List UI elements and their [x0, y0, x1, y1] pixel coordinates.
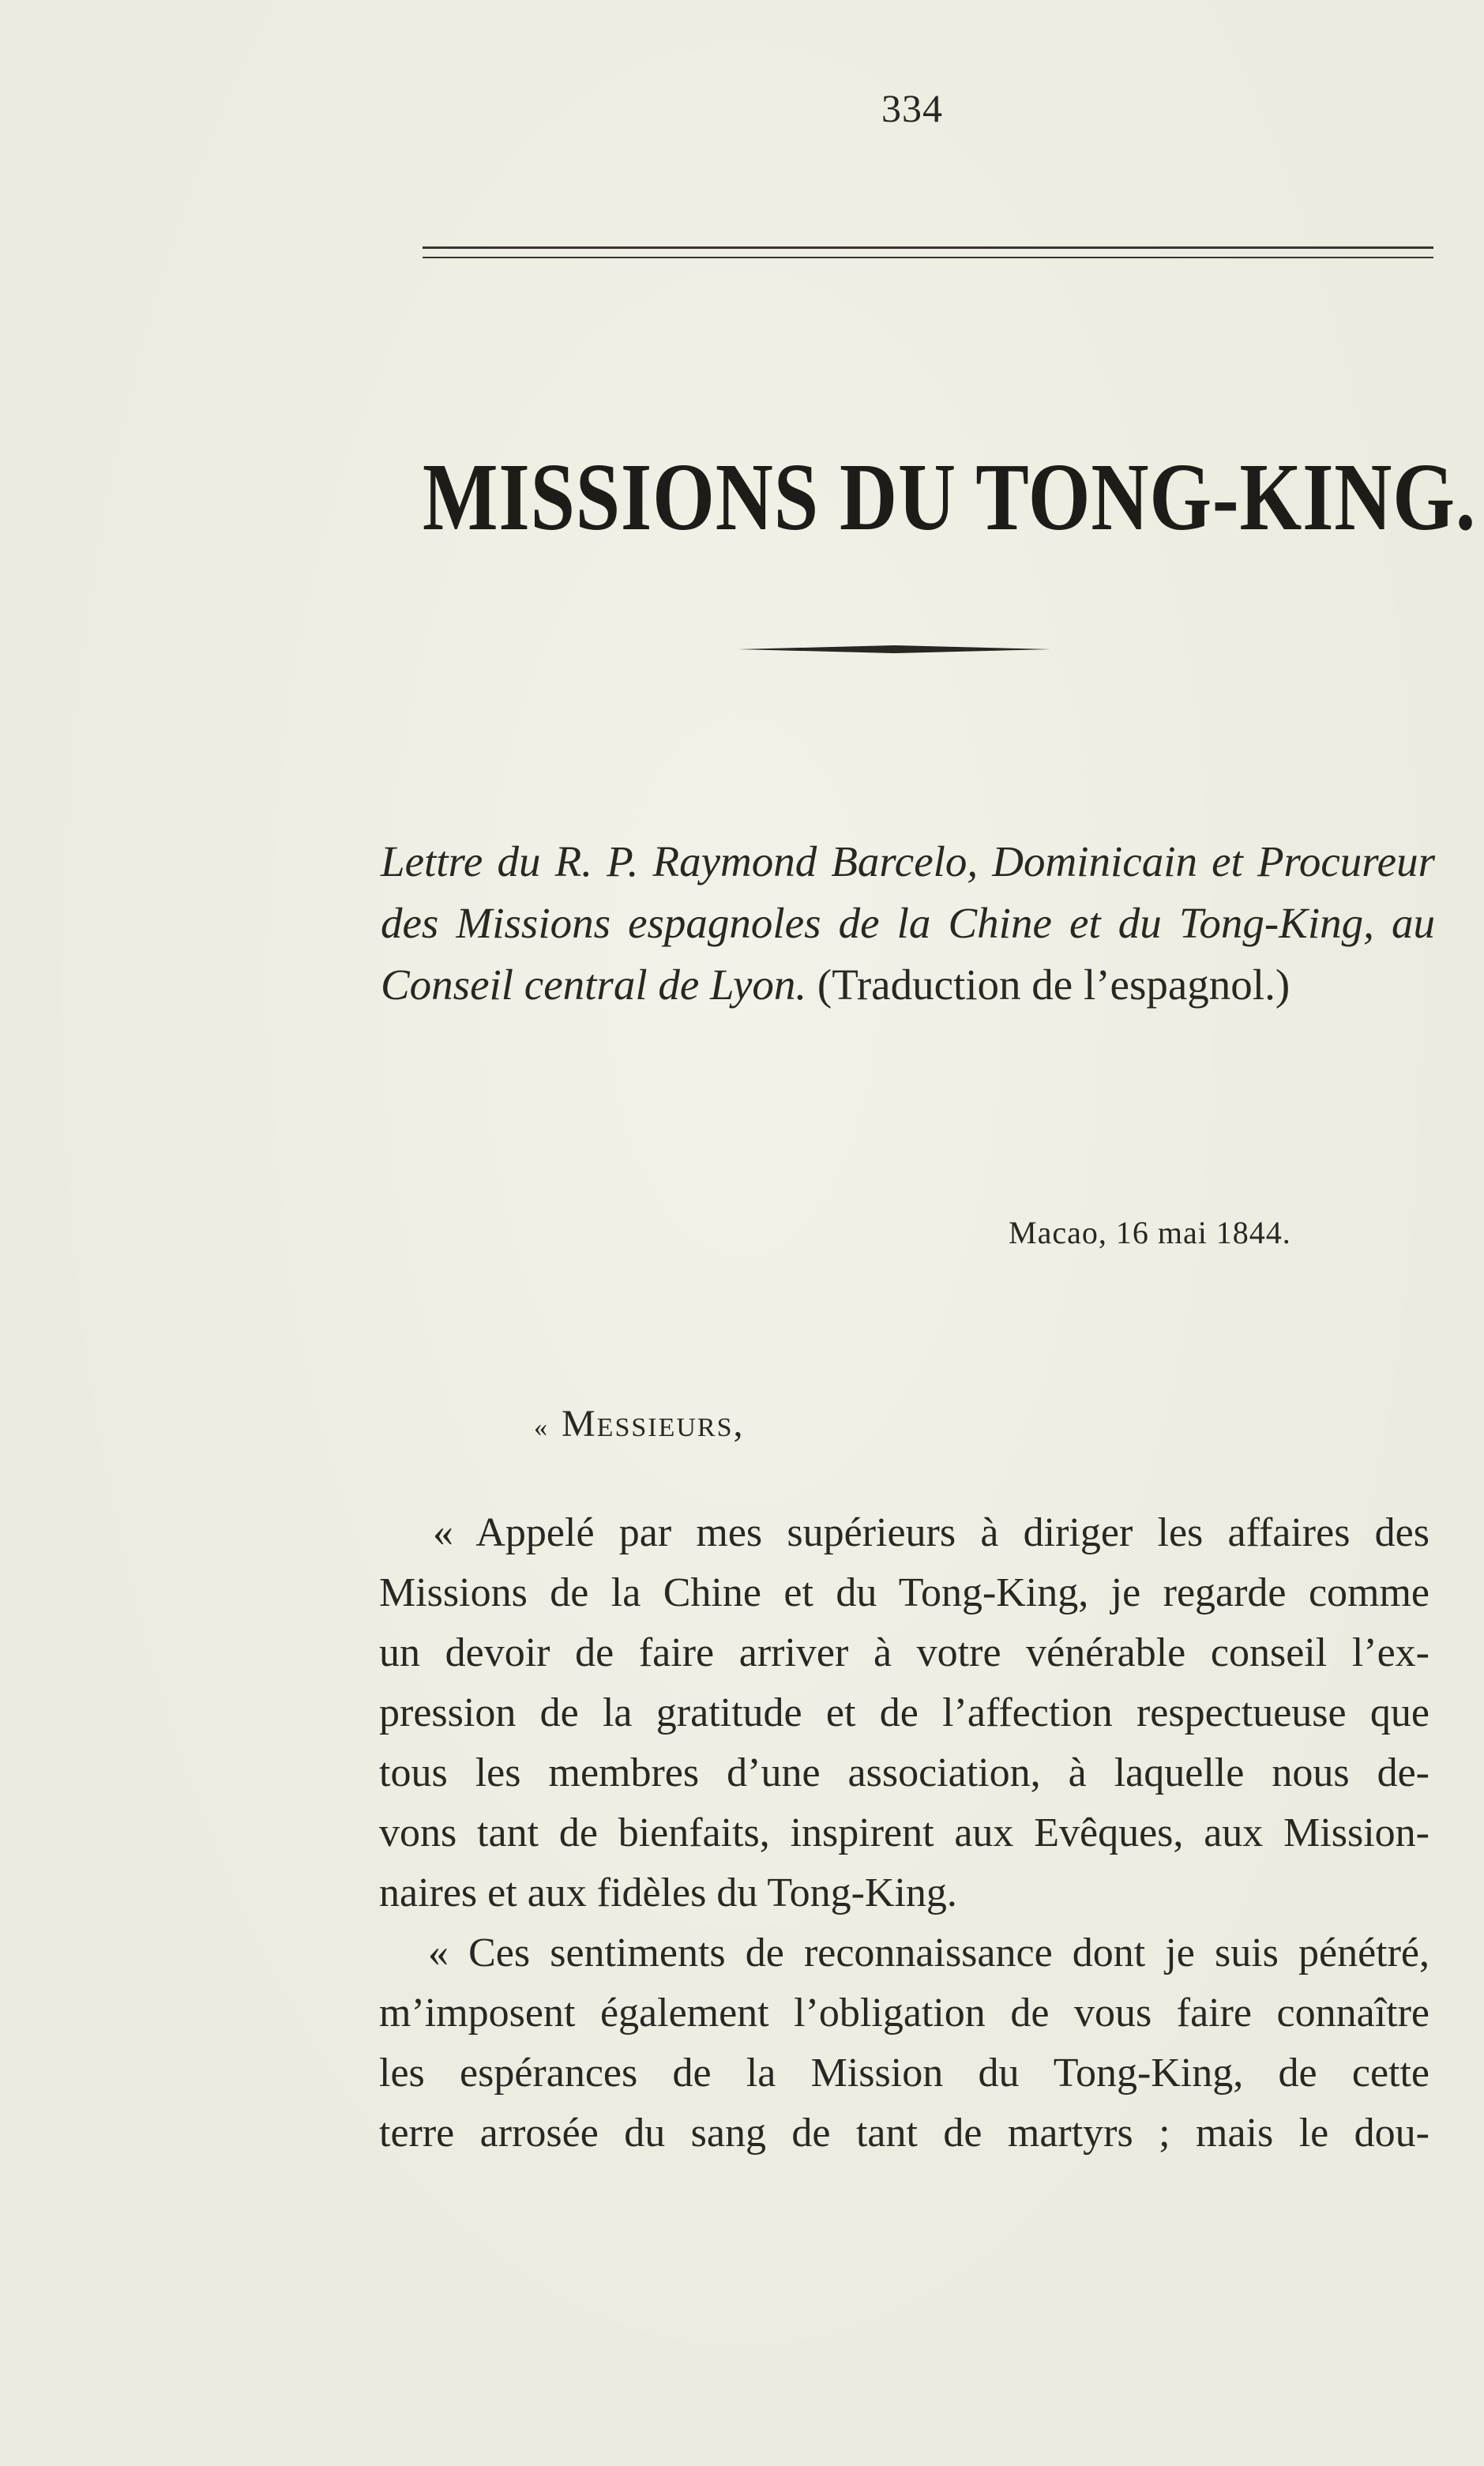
letter-heading-italic: Lettre du R. P. Raymond Barcelo, Dominicain et Procureur des Missions espagnoles de la Chine et du Tong-King, au Conseil central de Lyon.: [381, 837, 1435, 1009]
text-line: les espérances de la Mission du Tong-King, de cette: [379, 2051, 1430, 2096]
text-line: un devoir de faire arriver à votre vénérable conseil l’ex-: [379, 1630, 1430, 1675]
page-title: MISSIONS DU TONG-KING.: [423, 444, 1477, 551]
salutation-quote: «: [534, 1413, 547, 1442]
ornamental-rule: [738, 645, 1050, 653]
paragraph-2: [379, 1923, 1430, 2163]
salutation-text: Messieurs,: [562, 1403, 745, 1445]
page-number: 334: [881, 86, 943, 130]
body-text: [379, 1503, 1430, 2163]
letter-heading: [381, 831, 1435, 1016]
text-line: « Appelé par mes supérieurs à diriger les affaires des: [433, 1510, 1430, 1555]
text-line: Missions de la Chine et du Tong-King, je regarde comme: [379, 1570, 1430, 1615]
text-line: terre arrosée du sang de tant de martyrs ; mais le dou-: [379, 2111, 1430, 2156]
text-line: m’imposent également l’obligation de vous faire connaître: [379, 1990, 1430, 2036]
salutation: [534, 1402, 745, 1445]
text-line: vons tant de bienfaits, inspirent aux Evêques, aux Mission-: [379, 1810, 1430, 1855]
header-double-rule: [423, 246, 1433, 258]
text-line: tous les membres d’une association, à laquelle nous de-: [379, 1750, 1430, 1795]
dateline: Macao, 16 mai 1844.: [1009, 1215, 1291, 1250]
paragraph-1: [379, 1503, 1430, 1923]
text-line: « Ces sentiments de reconnaissance dont je suis pénétré,: [428, 1930, 1430, 1975]
text-line: naires et aux fidèles du Tong-King.: [379, 1870, 957, 1915]
letter-heading-roman: (Traduction de l’espagnol.): [817, 960, 1291, 1009]
text-line: pression de la gratitude et de l’affection respectueuse que: [379, 1690, 1430, 1735]
